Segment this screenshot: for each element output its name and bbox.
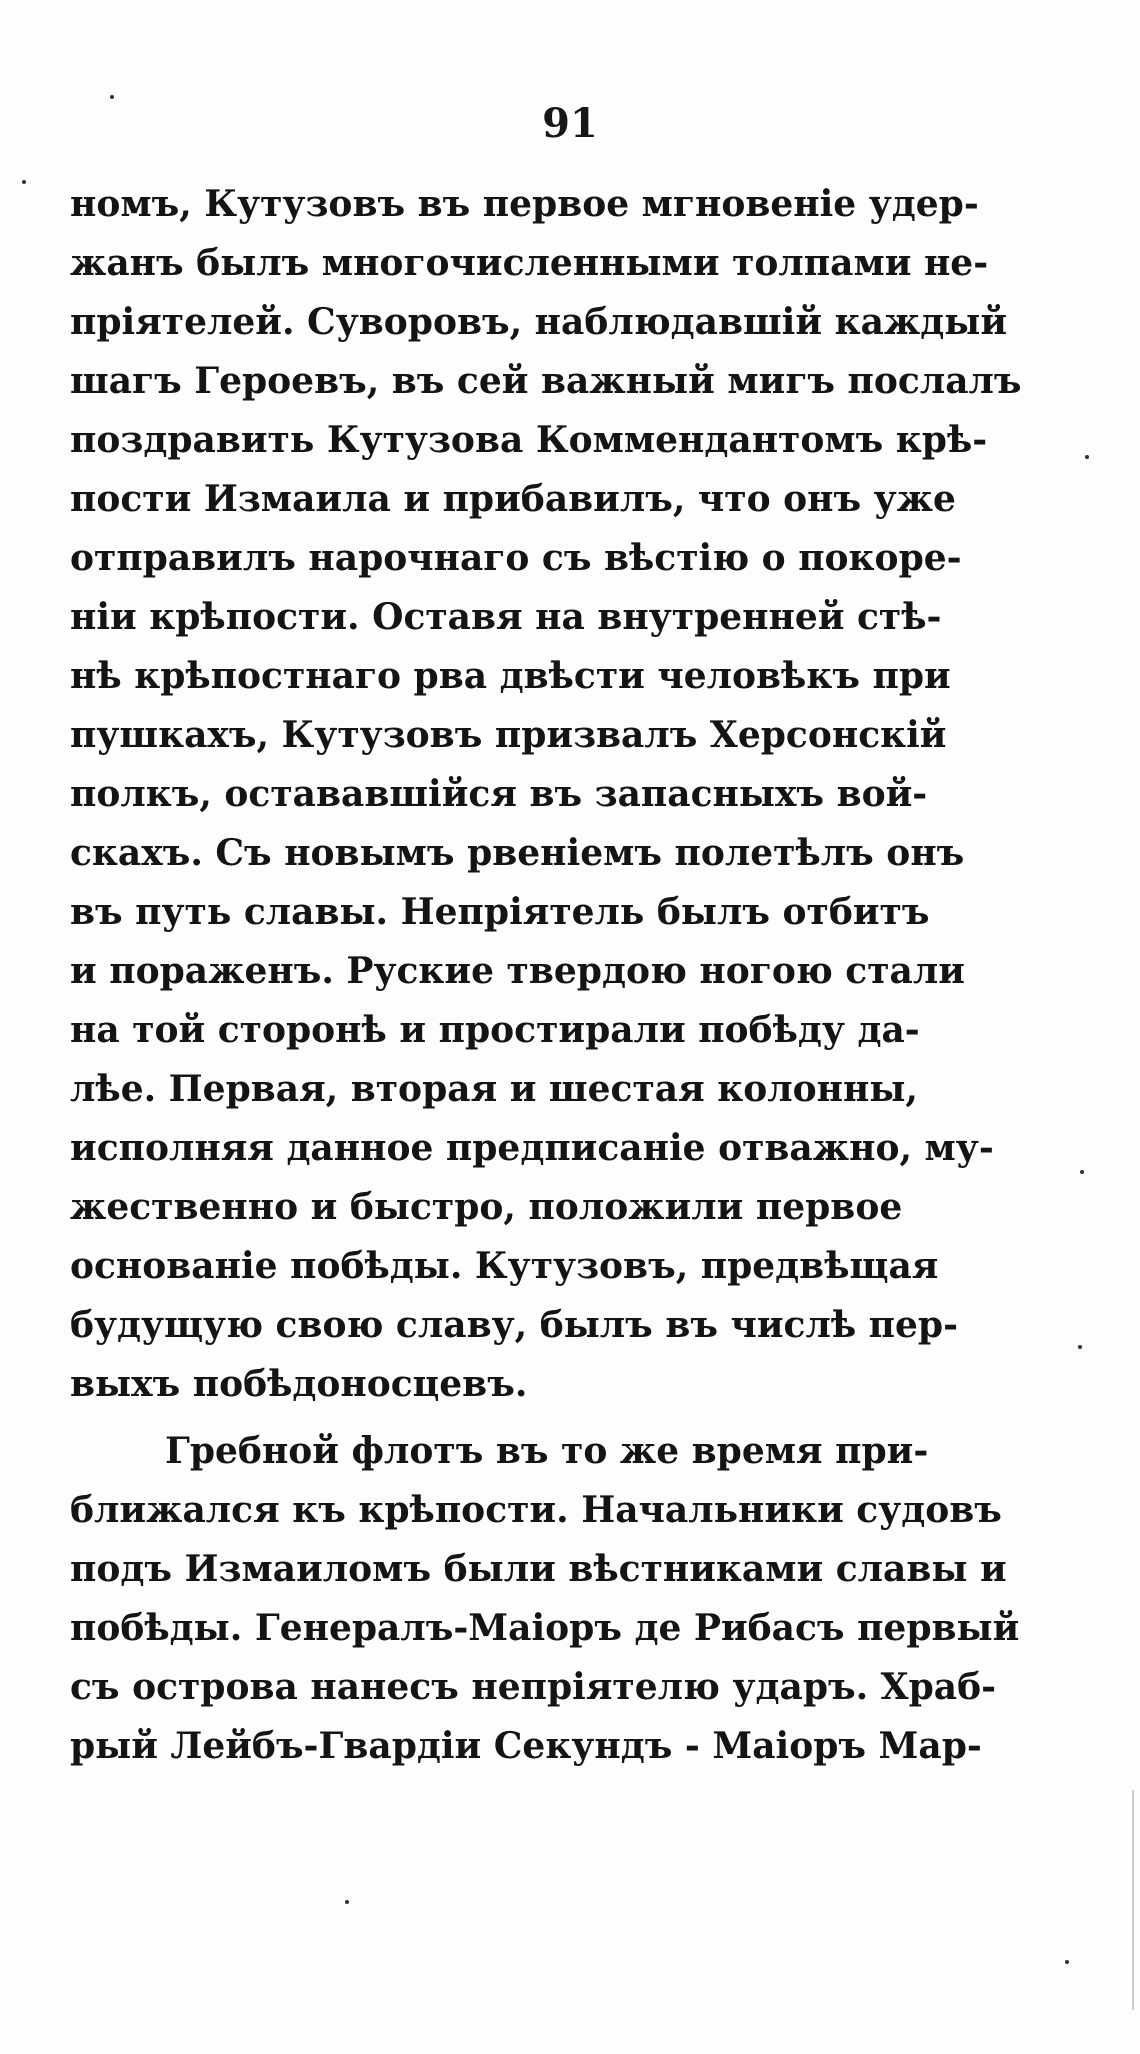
body-text — [70, 175, 1040, 1776]
paragraph-2 — [70, 1422, 1040, 1776]
text-line: нѣ крѣпостнаго рва двѣсти человѣкъ при — [70, 655, 951, 697]
text-line: отправилъ нарочнаго съ вѣстію о покоре- — [70, 537, 962, 579]
text-line: поздравить Кутузова Коммендантомъ крѣ- — [70, 419, 988, 461]
text-line: Гребной флотъ въ то же время при- — [165, 1430, 929, 1472]
scan-speck — [1080, 1170, 1084, 1174]
text-line: будущую свою славу, былъ въ числѣ пер- — [70, 1304, 959, 1346]
text-line: выхъ побѣдоносцевъ. — [70, 1363, 528, 1405]
text-line: рый Лейбъ-Гвардіи Секундъ - Маіоръ Мар- — [70, 1725, 982, 1767]
text-line: полкъ, остававшійся въ запасныхъ вой- — [70, 773, 928, 815]
text-line: шагъ Героевъ, въ сей важный мигъ послалъ — [70, 360, 1022, 402]
text-line: побѣды. Генералъ-Маіоръ де Рибасъ первый — [70, 1607, 1020, 1649]
text-line: ближался къ крѣпости. Начальники судовъ — [70, 1489, 1002, 1531]
text-line: пушкахъ, Кутузовъ призвалъ Херсонскій — [70, 714, 947, 756]
text-line: исполняя данное предписаніе отважно, му- — [70, 1127, 994, 1169]
scan-speck — [22, 180, 26, 184]
scan-speck — [110, 95, 114, 99]
scan-edge-line — [1132, 1790, 1134, 2010]
text-line: въ путь славы. Непріятель былъ отбитъ — [70, 891, 930, 933]
text-line: съ острова нанесъ непріятелю ударъ. Храб- — [70, 1666, 997, 1708]
text-line: на той сторонѣ и простирали побѣду да- — [70, 1009, 920, 1051]
scan-speck — [1065, 1960, 1069, 1964]
text-line: основаніе побѣды. Кутузовъ, предвѣщая — [70, 1245, 939, 1287]
paragraph-1 — [70, 175, 1040, 1414]
text-line: скахъ. Съ новымъ рвеніемъ полетѣлъ онъ — [70, 832, 965, 874]
text-line: пріятелей. Суворовъ, наблюдавшій каждый — [70, 301, 1008, 343]
scan-speck — [1078, 1345, 1082, 1349]
text-line: и пораженъ. Руские твердою ногою стали — [70, 950, 965, 992]
scan-speck — [1085, 455, 1089, 459]
page-number: 91 — [542, 100, 598, 147]
text-line: подъ Измаиломъ были вѣстниками славы и — [70, 1548, 1007, 1590]
text-line: жественно и быстро, положили первое — [70, 1186, 903, 1228]
paragraph-gap — [70, 1414, 1040, 1422]
scan-speck — [345, 1900, 349, 1904]
text-line: жанъ былъ многочисленными толпами не- — [70, 242, 989, 284]
text-line: пости Измаила и прибавилъ, что онъ уже — [70, 478, 956, 520]
text-line: ніи крѣпости. Оставя на внутренней стѣ- — [70, 596, 942, 638]
text-line: номъ, Кутузовъ въ первое мгновеніе удер- — [70, 183, 979, 225]
text-line: лѣе. Первая, вторая и шестая колонны, — [70, 1068, 918, 1110]
